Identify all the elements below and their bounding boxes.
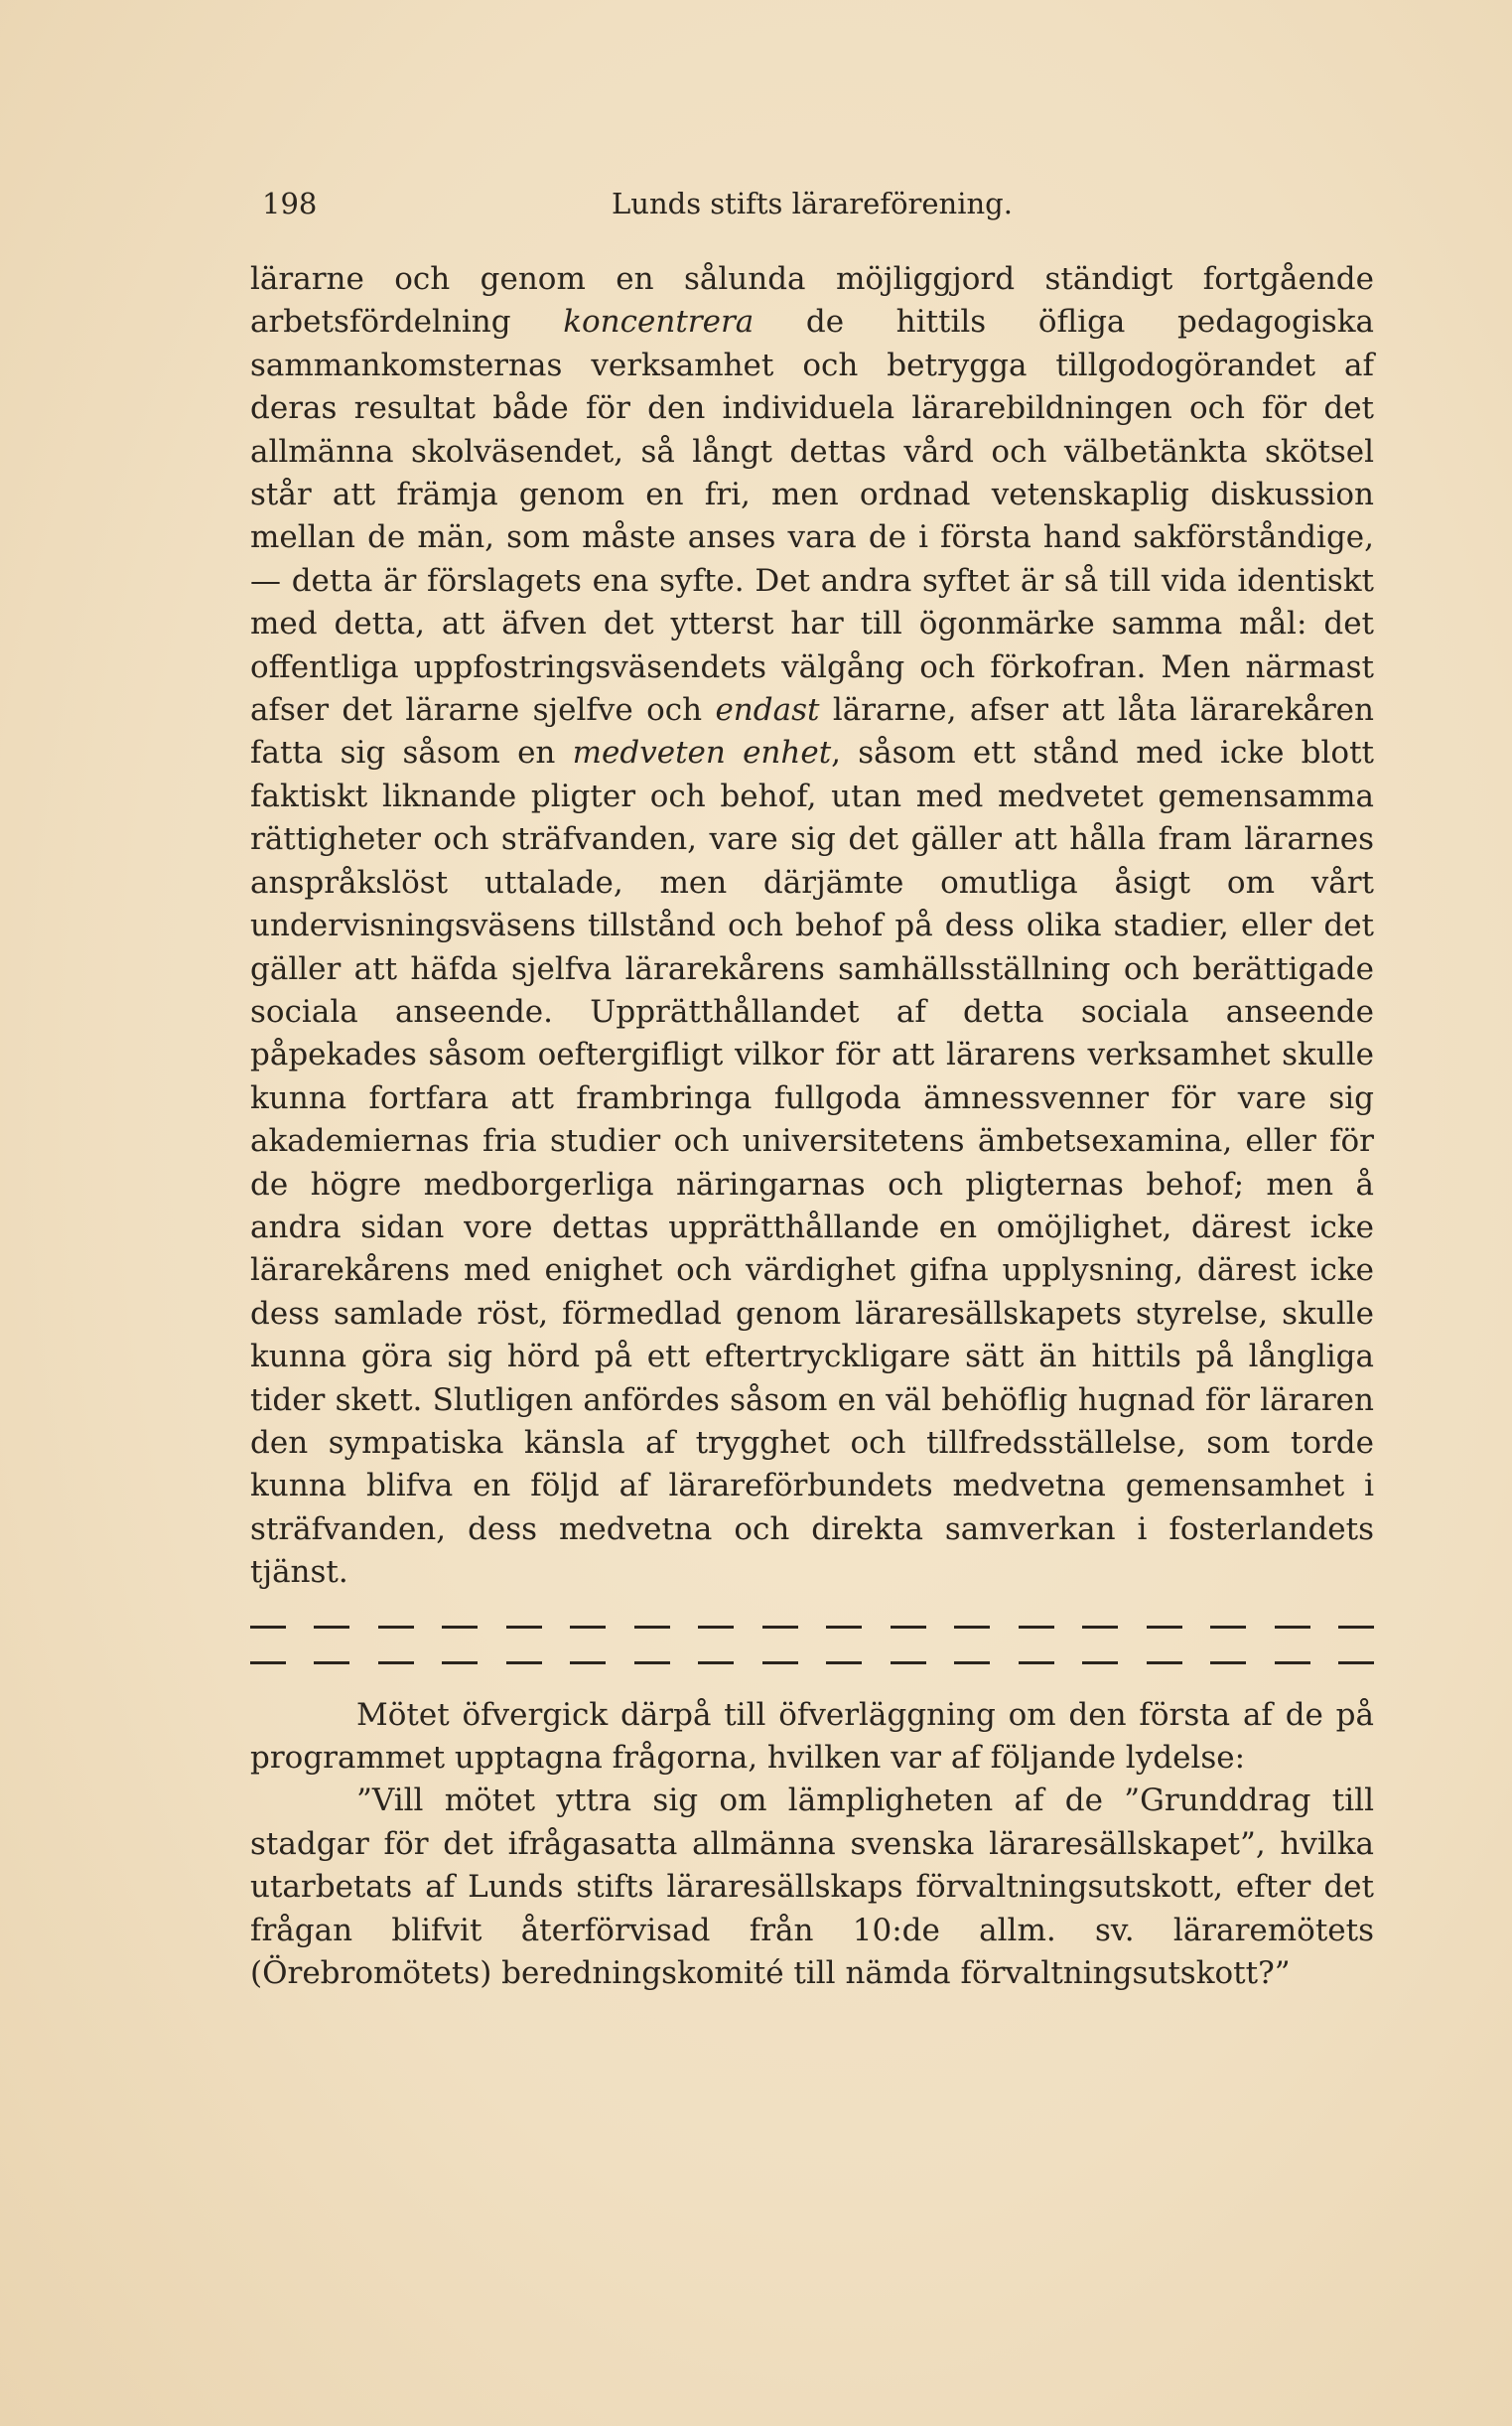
paragraph-3-quote: ”Vill mötet yttra sig om lämpligheten af de ”Grunddrag till stadgar för det ifrågasatta allmänna svenska läraresällskapet”, hvilka utarbetats af Lunds stifts läraresällskaps förvaltningsutskott, efter det frågan blifvit återförvisad från 10:de allm. sv. läraremötets (Örebromötets) beredningskomité till nämda förvaltningsutskott?”: [250, 1783, 1374, 1992]
paragraph-1-text: , såsom ett stånd med icke blott faktiskt liknande pligter och behof, utan med medvetet gemensamma rättigheter och sträfvanden, vare sig det gäller att hålla fram lärarnes anspråkslöst uttalade, men därjämte omutliga åsigt om vårt undervisningsväsens tillstånd och behof på dess olika stadier, eller det gäller att häfda sjelfva lärarekårens samhällsställning och berättigade sociala anseende. Upprätthållandet af detta sociala anseende påpekades såsom oeftergifligt vilkor för att lärarens verksamhet skulle kunna fortfara att frambringa fullgoda ämnessvenner för vare sig akademiernas fria studier och universitetens ämbetsexamina, eller för de högre medborgerliga näringarnas och pligternas behof; men å andra sidan vore dettas upprätthållande en omöjlighet, därest icke lärarekårens med enighet och värdighet gifna upplysning, därest icke dess samlade röst, förmedlad genom läraresällskapets styrelse, skulle kunna göra sig hörd på ett eftertryckligare sätt än hittils på långliga tider skett. Slutligen anfördes såsom en väl behöflig hugnad för läraren den sympatiska känsla af trygghet och tillfredsställelse, som torde kunna blifva en följd af lärareförbundets medvetna gemensamhet i sträfvanden, dess medvetna och direkta samverkan i fosterlandets tjänst.: [250, 735, 1374, 1591]
dash-rule: [250, 1652, 1374, 1672]
running-title: Lunds stifts lärareförening.: [612, 187, 1013, 220]
paragraph-1: [250, 258, 1374, 1595]
paragraph-1-text: lärarne och genom en sålunda möjliggjord ständigt fortgående arbetsfördelning: [250, 261, 1374, 341]
paragraph-1-text: lärarne, afser att låta lärarekåren fatta sig såsom en: [250, 692, 1374, 772]
emphasis-endast: endast: [715, 692, 820, 729]
paragraph-2: Mötet öfvergick därpå till öfverläggning om den första af de på programmet upptagna frågorna, hvilken var af följande lydelse:: [250, 1696, 1374, 1776]
dash-rule: [250, 1617, 1374, 1637]
body-text: [250, 258, 1374, 1995]
paragraph-1-text: de hittils öfliga pedagogiska sammankomsternas verksamhet och betrygga tillgodogörandet af deras resultat både för den individuela lärarebildningen och för det allmänna skolväsendet, så långt dettas vård och välbetänkta skötsel står att främja genom en fri, men ordnad vetenskaplig diskussion mellan de män, som måste anses vara de i första hand sakförståndige, — detta är förslagets ena syfte. Det andra syftet är så till vida identiskt med detta, att äfven det ytterst har till ögonmärke samma mål: det offentliga uppfostringsväsendets välgång och förkofran. Men närmast afser det lärarne sjelfve och: [250, 304, 1374, 729]
section-separator: [250, 1617, 1374, 1672]
emphasis-medveten-enhet: medveten enhet: [572, 735, 832, 772]
running-head: [250, 187, 1374, 226]
emphasis-koncentrera: koncentrera: [563, 304, 755, 341]
page-number: 198: [262, 187, 318, 220]
